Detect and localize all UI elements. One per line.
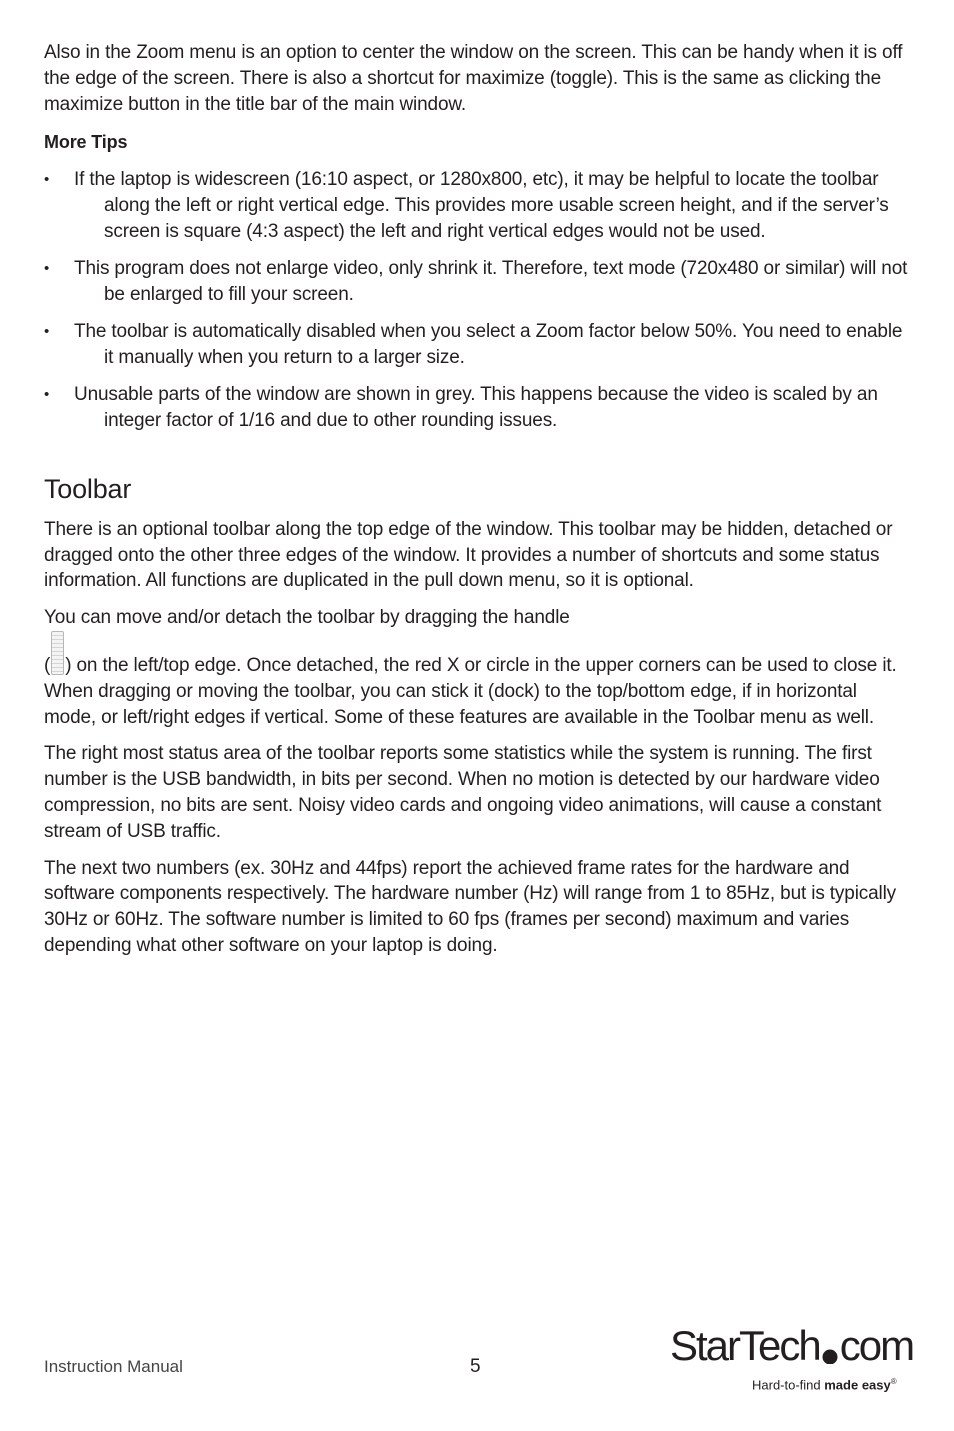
list-item: • If the laptop is widescreen (16:10 aspect, or 1280x800, etc), it may be helpful to locate the toolbar along the left or right vertical edge. This provides more usable screen height, and if the server’s screen is square (4:3 aspect) the left and right vertical edges would not be used. bbox=[44, 169, 889, 242]
logo-wordmark: StarTech com bbox=[670, 1322, 914, 1369]
more-tips-heading: More Tips bbox=[44, 132, 128, 153]
toolbar-section-title: Toolbar bbox=[44, 473, 132, 504]
toolbar-handle-icon bbox=[51, 631, 64, 675]
toolbar-paragraph-2: ( ) on the left/top edge. Once detached, the red X or circle in the upper corners can be used to close it. When dragging or moving the toolbar, you can stick it (dock) to the top/bottom edge, if in horizontal mode, or left/right edges if vertical. Some of these features are available in the Toolbar menu as well. bbox=[44, 631, 910, 730]
page-content bbox=[44, 40, 910, 970]
list-item: • This program does not enlarge video, only shrink it. Therefore, text mode (720x480 or similar) will not be enlarged to fill your screen. bbox=[44, 258, 908, 305]
startech-logo bbox=[670, 1322, 920, 1402]
logo-dot-icon bbox=[821, 1334, 839, 1364]
list-item: • The toolbar is automatically disabled when you select a Zoom factor below 50%. You need to enable it manually when you return to a larger size. bbox=[44, 321, 903, 368]
toolbar-paragraph-1: There is an optional toolbar along the top edge of the window. This toolbar may be hidden, detached or dragged onto the other three edges of the window. It provides a number of shortcuts and some status information. All functions are duplicated in the pull down menu, so it is optional. bbox=[44, 518, 893, 592]
logo-tagline: Hard-to-find made easy® bbox=[752, 1377, 897, 1393]
tips-list bbox=[44, 167, 910, 434]
list-item: • Unusable parts of the window are shown in grey. This happens because the video is scaled by an integer factor of 1/16 and due to other rounding issues. bbox=[44, 384, 878, 432]
footer-manual-label: Instruction Manual bbox=[44, 1357, 183, 1376]
bullet-icon: • bbox=[44, 323, 50, 341]
bullet-icon: • bbox=[44, 171, 50, 189]
bullet-icon: • bbox=[44, 260, 50, 278]
toolbar-paragraph-4: The next two numbers (ex. 30Hz and 44fps) report the achieved frame rates for the hardware and software components respectively. The hardware number (Hz) will range from 1 to 85Hz, but is typically 30Hz or 60Hz. The software number is limited to 60 fps (frames per second) maximum and varies depending what other software on your laptop is doing. bbox=[44, 857, 897, 957]
toolbar-paragraph-3: The right most status area of the toolbar reports some statistics while the system is running. The first number is the USB bandwidth, in bits per second. When no motion is detected by our hardware video compression, no bits are sent. Noisy video cards and ongoing video animations, will cause a constant stream of USB traffic. bbox=[44, 743, 882, 842]
intro-paragraph: Also in the Zoom menu is an option to center the window on the screen. This can be handy when it is off the edge of the screen. There is also a shortcut for maximize (toggle). This is the same as clicking the maximize button in the title bar of the main window. bbox=[44, 42, 903, 115]
bullet-icon: • bbox=[44, 386, 50, 404]
toolbar-paragraph-2-line1: You can move and/or detach the toolbar by dragging the handle bbox=[44, 607, 570, 629]
page-number: 5 bbox=[470, 1356, 481, 1377]
